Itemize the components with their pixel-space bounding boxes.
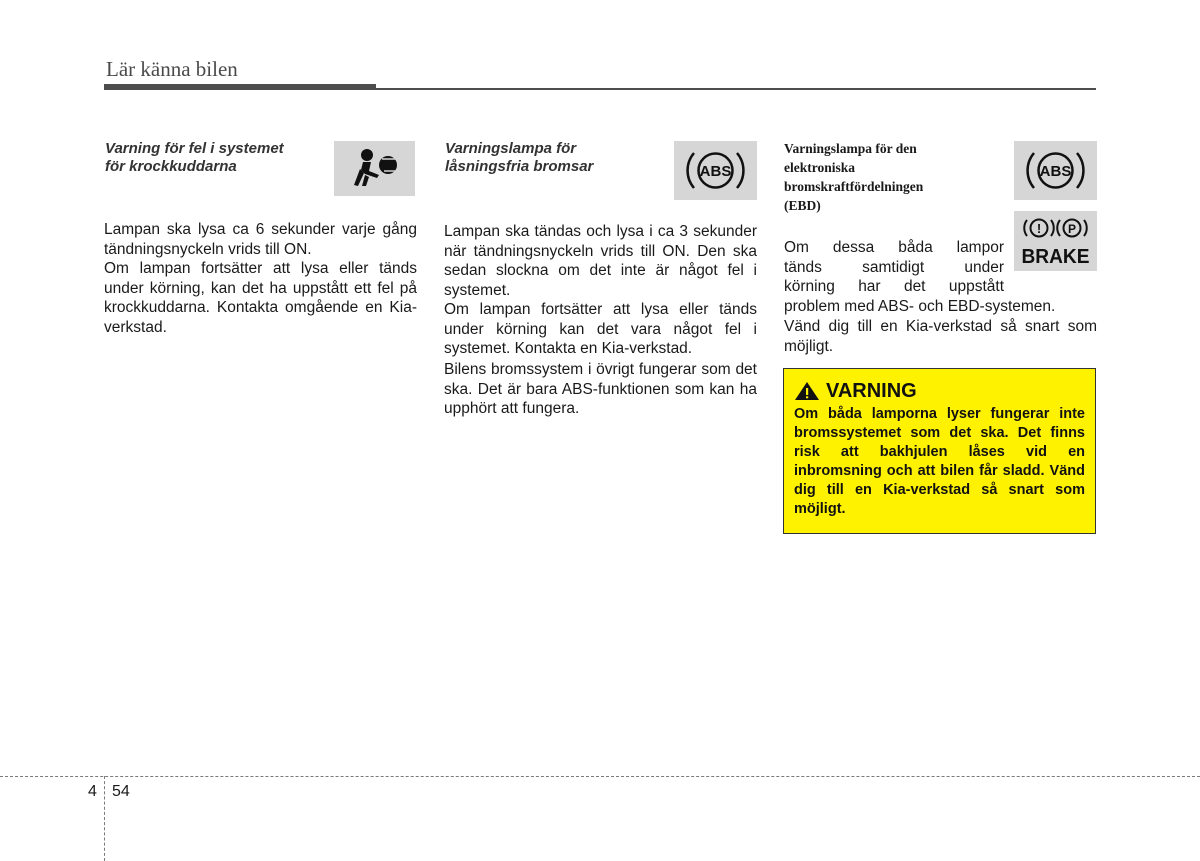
- paragraph-line: körning har det uppstått: [784, 278, 1004, 295]
- brake-warning-icon: [1014, 211, 1097, 271]
- heading-line: bromskraftfördelningen: [784, 179, 924, 194]
- paragraph-line: problem med ABS- och EBD-systemen.: [784, 297, 1056, 315]
- abs-icon-text: ABS: [699, 163, 732, 180]
- section-heading: [445, 140, 593, 176]
- paragraph-line: Om dessa båda lampor: [784, 239, 1004, 256]
- brake-icon-text: BRAKE: [1021, 246, 1090, 268]
- warning-text: Om båda lamporna lyser fungerar inte bromssystemet som det ska. Det finns risk att bakhjulen låses vid en inbromsning och att bilen får sladd. Vänd dig till en Kia-verkstad så snart som möjligt.: [794, 406, 1085, 517]
- paragraph: Lampan ska lysa ca 6 sekunder varje gång tändningsnyckeln vrids till ON.: [104, 221, 417, 258]
- airbag-warning-icon: [334, 141, 415, 196]
- page-number: 54: [112, 783, 130, 800]
- paragraph: Bilens bromssystem i övrigt fungerar som det ska. Det är bara ABS-funktionen som kan ha upphört att fungera.: [444, 361, 757, 417]
- warning-triangle-icon: [794, 381, 820, 401]
- heading-line: för krockkuddarna: [105, 158, 237, 175]
- header-rule-thick: [104, 84, 376, 90]
- footer-divider: [0, 776, 1200, 777]
- brake-parking-text: P: [1067, 222, 1077, 236]
- abs-icon-text: ABS: [1039, 163, 1072, 180]
- heading-line: Varningslampa för: [445, 140, 577, 157]
- warning-box: [783, 368, 1096, 534]
- paragraph: Lampan ska tändas och lysa i ca 3 sekunder när tändningsnyckeln vrids till ON. Den ska sedan slockna om det inte är något fel i systemet.: [444, 223, 757, 299]
- paragraph-line: tänds samtidigt under: [784, 258, 1004, 276]
- chapter-number: 4: [88, 783, 97, 800]
- heading-line: (EBD): [784, 198, 821, 213]
- section-heading: [784, 139, 923, 215]
- header-rule-thin: [376, 88, 1096, 90]
- warning-title: [794, 380, 1085, 402]
- heading-line: Varningslampa för den: [784, 141, 917, 156]
- warning-title-text: VARNING: [826, 380, 917, 402]
- section-heading: [105, 140, 284, 176]
- abs-warning-icon: [1014, 141, 1097, 200]
- paragraph: Om lampan fortsätter att lysa eller tänds under körning kan det vara något fel i systemet. Kontakta en Kia-verkstad.: [444, 301, 757, 357]
- heading-line: låsningsfria bromsar: [445, 158, 594, 175]
- paragraph: Om lampan fortsätter att lysa eller tänds under körning, kan det ha uppstått ett fel på krockkuddarna. Kontakta omgående en Kia-verkstad.: [104, 260, 417, 336]
- heading-line: elektroniska: [784, 160, 856, 175]
- paragraph: Vänd dig till en Kia-verkstad så snart som möjligt.: [784, 318, 1097, 355]
- abs-warning-icon: [674, 141, 757, 200]
- brake-exclamation-text: !: [1036, 221, 1042, 236]
- heading-line: Varning för fel i systemet: [105, 140, 284, 157]
- page-title: Lär känna bilen: [106, 57, 238, 81]
- footer-vertical-divider: [104, 776, 105, 861]
